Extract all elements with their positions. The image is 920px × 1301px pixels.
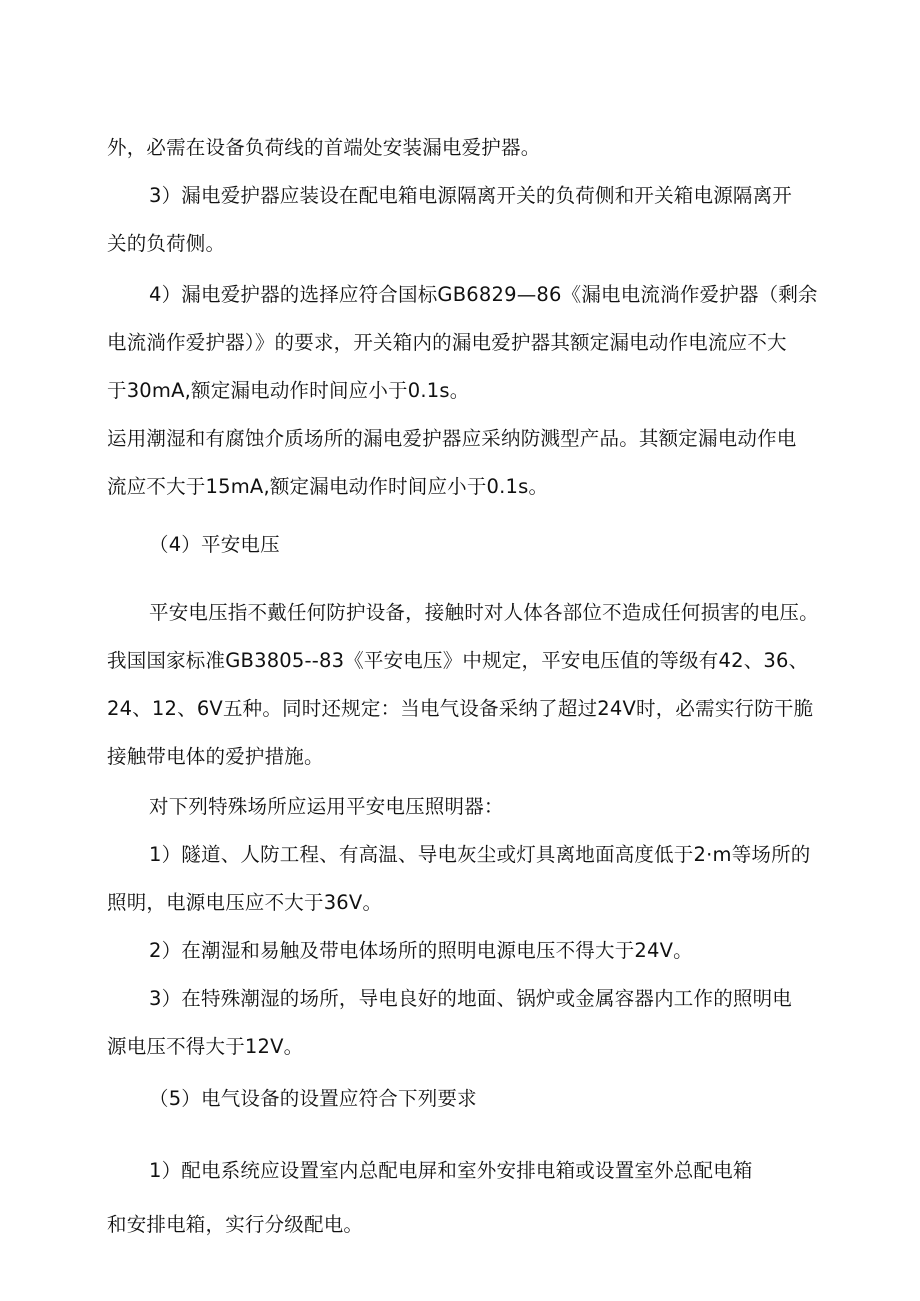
text-line: 和安排电箱，实行分级配电。: [107, 1212, 364, 1236]
text-line: 3）漏电爱护器应装设在配电箱电源隔离开关的负荷侧和开关箱电源隔离开: [149, 183, 793, 207]
text-line: 4）漏电爱护器的选择应符合国标GB6829—86《漏电电流淌作爱护器（剩余: [149, 282, 818, 306]
text-line: 3）在特殊潮湿的场所，导电良好的地面、锅炉或金属容器内工作的照明电: [149, 986, 793, 1010]
text-line: 外，必需在设备负荷线的首端处安装漏电爱护器。: [107, 135, 541, 159]
text-line: 平安电压指不戴任何防护设备，接触时对人体各部位不造成任何损害的电压。: [149, 600, 819, 624]
text-line: 2）在潮湿和易触及带电体场所的照明电源电压不得大于24V。: [149, 938, 693, 962]
section-heading: （4）平安电压: [149, 532, 280, 556]
text-line: 1）配电系统应设置室内总配电屏和室外安排电箱或设置室外总配电箱: [149, 1158, 753, 1182]
text-line: 对下列特殊场所应运用平安电压照明器：: [149, 794, 504, 818]
text-line: 源电压不得大于12V。: [107, 1034, 304, 1058]
text-line: 1）隧道、人防工程、有高温、导电灰尘或灯具离地面高度低于2·m等场所的: [149, 842, 811, 866]
text-line: 24、12、6V五种。同时还规定：当电气设备采纳了超过24V时，必需实行防干脆: [107, 696, 814, 720]
text-line: 照明，电源电压应不大于36V。: [107, 890, 383, 914]
text-line: 接触带电体的爱护措施。: [107, 744, 324, 768]
text-line: 流应不大于15mA,额定漏电动作时间应小于0.1s。: [107, 474, 549, 498]
text-line: 于30mA,额定漏电动作时间应小于0.1s。: [107, 378, 470, 402]
text-line: 电流淌作爱护器）》的要求，开关箱内的漏电爱护器其额定漏电动作电流应不大: [107, 330, 787, 354]
text-line: 关的负荷侧。: [107, 231, 226, 255]
text-line: 运用潮湿和有腐蚀介质场所的漏电爱护器应采纳防溅型产品。其额定漏电动作电: [107, 426, 797, 450]
text-line: 我国国家标准GB3805--83《平安电压》中规定，平安电压值的等级有42、36、: [107, 648, 809, 672]
section-heading: （5）电气设备的设置应符合下列要求: [149, 1086, 477, 1110]
